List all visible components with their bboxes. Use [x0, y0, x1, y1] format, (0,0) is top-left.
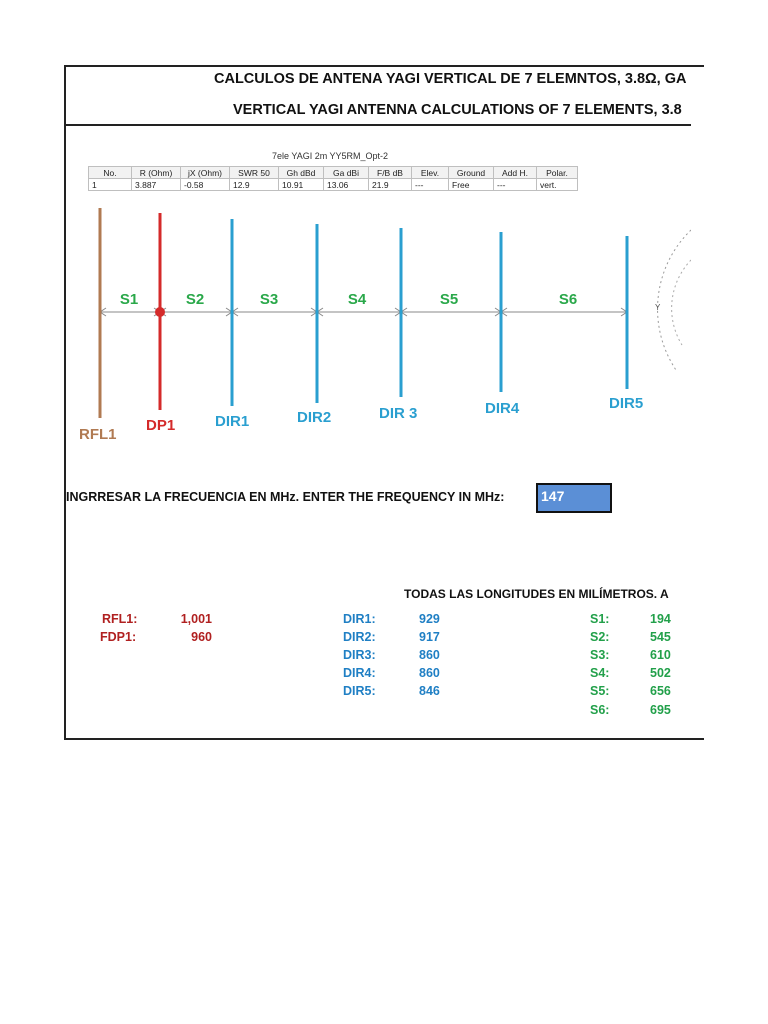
- spreadsheet-content: [64, 65, 691, 740]
- result-label-s4: S4:: [590, 666, 610, 680]
- element-label-dir5: DIR5: [609, 395, 644, 412]
- col-addh: Add H.: [494, 167, 537, 179]
- cell-polar: vert.: [537, 179, 578, 191]
- element-label-dp1: DP1: [146, 417, 176, 434]
- result-label-dir4: DIR4:: [343, 666, 376, 680]
- polar-plot-arc: [658, 230, 691, 370]
- col-gh: Gh dBd: [279, 167, 324, 179]
- cell-addh: ---: [494, 179, 537, 191]
- cell-r: 3.887: [132, 179, 181, 191]
- polar-axis-label: Y: [655, 303, 661, 312]
- result-label-s1: S1:: [590, 612, 610, 626]
- table-row: [89, 179, 578, 191]
- col-ground: Ground: [449, 167, 494, 179]
- result-label-dir2: DIR2:: [343, 630, 376, 644]
- cell-gh: 10.91: [279, 179, 324, 191]
- yagi-diagram: [64, 200, 691, 450]
- cell-no: 1: [89, 179, 132, 191]
- element-label-dir2: DIR2: [297, 409, 332, 426]
- sim-results-table: [88, 166, 578, 191]
- result-value-rfl1: 1,001: [180, 612, 212, 626]
- col-no: No.: [89, 167, 132, 179]
- element-label-dir4: DIR4: [485, 400, 520, 417]
- result-label-dir3: DIR3:: [343, 648, 376, 662]
- col-elev: Elev.: [412, 167, 449, 179]
- col-polar: Polar.: [537, 167, 578, 179]
- spacing-label-s5: S5: [439, 291, 459, 308]
- header-divider: [64, 124, 691, 126]
- spacing-label-s2: S2: [185, 291, 205, 308]
- element-label-rfl1: RFL1: [79, 426, 117, 443]
- sim-table-caption: 7ele YAGI 2m YY5RM_Opt-2: [272, 151, 389, 161]
- result-label-fdp1: FDP1:: [100, 630, 137, 644]
- cell-ground: Free: [449, 179, 494, 191]
- spacing-label-s4: S4: [347, 291, 367, 308]
- sim-table-header-row: [89, 167, 578, 179]
- result-value-dir3: 860: [419, 648, 440, 662]
- result-value-s6: 695: [650, 703, 671, 717]
- result-value-s5: 656: [650, 684, 671, 698]
- result-label-rfl1: RFL1:: [102, 612, 138, 626]
- cell-swr: 12.9: [230, 179, 279, 191]
- feed-point: [155, 307, 165, 317]
- col-swr: SWR 50: [230, 167, 279, 179]
- result-value-fdp1: 960: [191, 630, 212, 644]
- element-label-dir3: DIR 3: [379, 405, 418, 422]
- col-jx: jX (Ohm): [181, 167, 230, 179]
- spacing-label-s6: S6: [558, 291, 578, 308]
- result-label-s6: S6:: [590, 703, 610, 717]
- polar-plot-arc-inner: [672, 260, 691, 345]
- result-value-dir2: 917: [419, 630, 440, 644]
- result-label-dir1: DIR1:: [343, 612, 376, 626]
- cell-elev: ---: [412, 179, 449, 191]
- result-value-s2: 545: [650, 630, 671, 644]
- spacing-label-s3: S3: [259, 291, 279, 308]
- element-label-dir1: DIR1: [215, 413, 250, 430]
- result-value-s1: 194: [650, 612, 671, 626]
- result-value-s3: 610: [650, 648, 671, 662]
- result-label-s3: S3:: [590, 648, 610, 662]
- units-note: TODAS LAS LONGITUDES EN MILÍMETROS. A: [404, 587, 669, 601]
- result-value-dir4: 860: [419, 666, 440, 680]
- title-english: VERTICAL YAGI ANTENNA CALCULATIONS OF 7 ELEMENTS, 3.8: [233, 102, 682, 118]
- col-ga: Ga dBi: [324, 167, 369, 179]
- result-value-dir5: 846: [419, 684, 440, 698]
- col-r: R (Ohm): [132, 167, 181, 179]
- result-label-s5: S5:: [590, 684, 610, 698]
- result-value-s4: 502: [650, 666, 671, 680]
- cell-jx: -0.58: [181, 179, 230, 191]
- frequency-label: INGRRESAR LA FRECUENCIA EN MHz. ENTER THE FREQUENCY IN MHz:: [66, 490, 505, 504]
- result-label-dir5: DIR5:: [343, 684, 376, 698]
- result-value-dir1: 929: [419, 612, 440, 626]
- result-label-s2: S2:: [590, 630, 610, 644]
- cell-fb: 21.9: [369, 179, 412, 191]
- title-spanish: CALCULOS DE ANTENA YAGI VERTICAL DE 7 ELEMNTOS, 3.8Ω, GA: [214, 71, 687, 87]
- frequency-input[interactable]: 147: [536, 483, 612, 513]
- cell-ga: 13.06: [324, 179, 369, 191]
- spacing-label-s1: S1: [119, 291, 139, 308]
- col-fb: F/B dB: [369, 167, 412, 179]
